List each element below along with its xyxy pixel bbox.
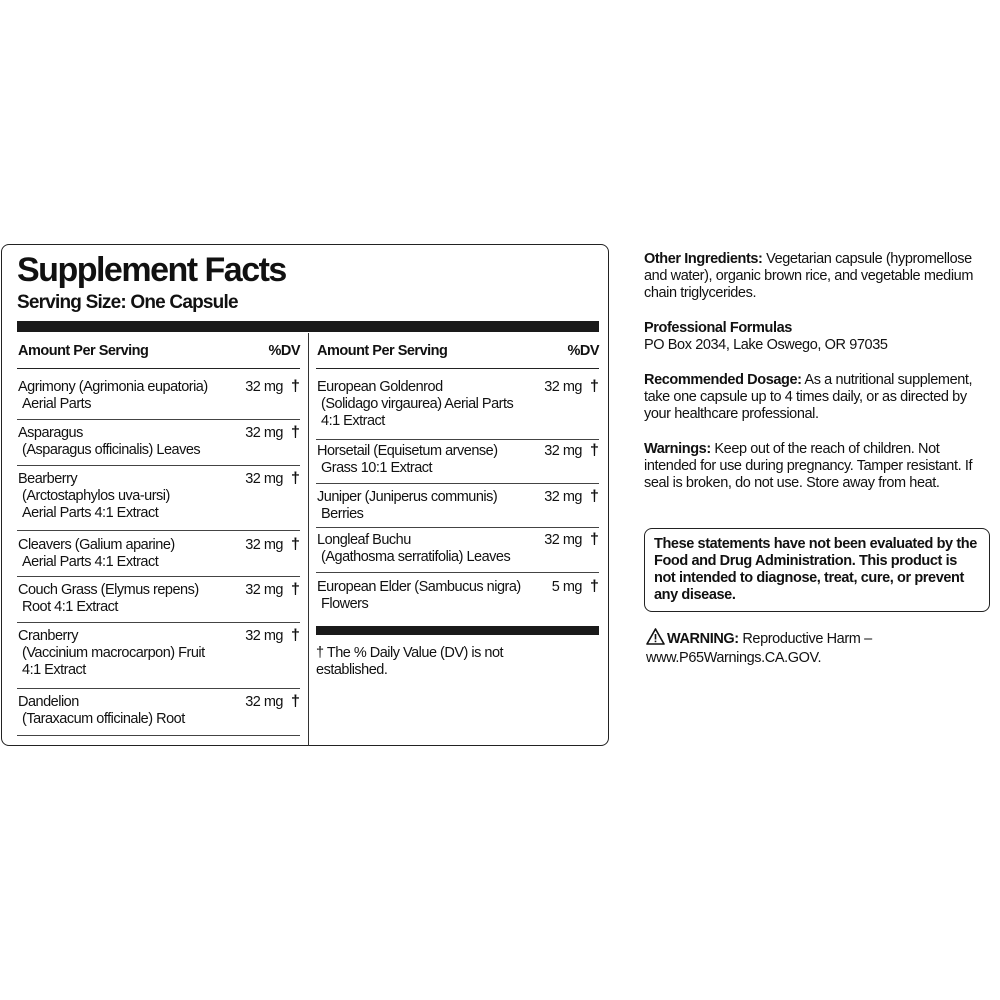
ingredient-name: [18, 628, 205, 679]
fda-disclaimer-box: These statements have not been evaluated by the Food and Drug Administration. This product is not intended to diagnose, treat, cure, or prevent any disease.: [644, 528, 990, 612]
ingredient-name-line-1: Cranberry: [18, 628, 78, 644]
ingredient-name-line-1: Cleavers (Galium aparine): [18, 537, 175, 553]
right-column-header: [317, 342, 599, 360]
dv-dagger: †: [291, 536, 300, 553]
p65-text: Reproductive Harm – www.P65Warnings.CA.GOV.: [646, 631, 872, 666]
ingredient-name-line-1: Agrimony (Agrimonia eupatoria): [18, 379, 208, 395]
ingredient-name-line-3: 4:1 Extract: [22, 662, 86, 678]
company-name: Professional Formulas: [644, 320, 792, 336]
ingredient-name: [18, 471, 170, 522]
ingredient-name: [18, 537, 175, 571]
row-divider: [17, 419, 300, 420]
ingredient-name-line-1: Juniper (Juniperus communis): [317, 489, 498, 505]
ingredient-amount: 32 mg: [544, 443, 582, 459]
ingredient-name-line-1: Bearberry: [18, 471, 78, 487]
ingredient-amount: 5 mg: [551, 579, 582, 595]
ingredient-name-line-1: Dandelion: [18, 694, 79, 710]
row-divider: [316, 483, 599, 484]
company-info: [644, 320, 989, 354]
ingredient-name-line-1: Horsetail (Equisetum arvense): [317, 443, 498, 459]
warnings: [644, 441, 989, 492]
header-rule-right: [316, 368, 599, 369]
ingredient-name-line-3: 4:1 Extract: [321, 413, 385, 429]
panel-title: Supplement Facts: [17, 251, 286, 289]
dosage-label: Recommended Dosage:: [644, 372, 802, 388]
ingredient-name-line-1: Longleaf Buchu: [317, 532, 411, 548]
ingredient-name-line-2: (Agathosma serratifolia) Leaves: [321, 549, 511, 565]
ingredient-name-line-2: (Vaccinium macrocarpon) Fruit: [22, 645, 205, 661]
ingredient-name: [317, 579, 521, 613]
ingredient-name-line-1: European Elder (Sambucus nigra): [317, 579, 521, 595]
dv-dagger: †: [590, 442, 599, 459]
dv-dagger: †: [291, 378, 300, 395]
dv-dagger: †: [291, 424, 300, 441]
ingredient-name-line-1: European Goldenrod: [317, 379, 443, 395]
ingredient-amount: 32 mg: [245, 537, 283, 553]
left-column-header: [18, 342, 300, 360]
ingredient-name-line-2: Root 4:1 Extract: [22, 599, 118, 615]
ingredient-amount: 32 mg: [245, 425, 283, 441]
ingredient-name-line-3: Aerial Parts 4:1 Extract: [22, 505, 159, 521]
p65-label: WARNING:: [667, 631, 739, 647]
row-divider: [17, 688, 300, 689]
header-rule-left: [17, 368, 300, 369]
row-divider: [316, 439, 599, 440]
dv-dagger: †: [291, 627, 300, 644]
ingredient-name-line-2: Aerial Parts: [22, 396, 91, 412]
warnings-text: Keep out of the reach of children. Not intended for use during pregnancy. Tamper resistant. If seal is broken, do not use. Store away from heat.: [644, 441, 973, 491]
ingredient-name: [317, 532, 510, 566]
ingredient-amount: 32 mg: [245, 694, 283, 710]
column-divider: [308, 333, 309, 746]
ingredient-name-line-1: Couch Grass (Elymus repens): [18, 582, 199, 598]
ingredient-amount: 32 mg: [544, 532, 582, 548]
ingredient-name: [18, 425, 200, 459]
ingredient-name-line-2: Berries: [321, 506, 364, 522]
other-ingredients-text: Vegetarian capsule (hypromellose and water), organic brown rice, and vegetable medium chain triglycerides.: [644, 251, 973, 301]
dosage-text: As a nutritional supplement, take one capsule up to 4 times daily, or as directed by your healthcare professional.: [644, 372, 973, 422]
row-divider: [316, 572, 599, 573]
amount-per-serving-header: Amount Per Serving: [18, 343, 149, 359]
dv-dagger: †: [590, 488, 599, 505]
dv-footnote: † The % Daily Value (DV) is not established.: [316, 645, 504, 678]
other-ingredients-label: Other Ingredients:: [644, 251, 763, 267]
dv-dagger: †: [590, 378, 599, 395]
ingredient-amount: 32 mg: [245, 582, 283, 598]
top-thick-bar: [17, 321, 599, 332]
row-divider: [17, 735, 300, 736]
amount-per-serving-header: Amount Per Serving: [317, 343, 448, 359]
ingredient-amount: 32 mg: [544, 379, 582, 395]
ingredient-name: [317, 443, 498, 477]
company-address: PO Box 2034, Lake Oswego, OR 97035: [644, 337, 888, 353]
ingredient-name: [18, 379, 208, 413]
warnings-label: Warnings:: [644, 441, 711, 457]
ingredient-name-line-1: Asparagus: [18, 425, 83, 441]
row-divider: [17, 622, 300, 623]
row-divider: [316, 527, 599, 528]
ingredient-amount: 32 mg: [245, 471, 283, 487]
bottom-thick-bar: [316, 626, 599, 635]
ingredient-name: [18, 582, 199, 616]
dv-dagger: †: [291, 581, 300, 598]
dv-dagger: †: [590, 578, 599, 595]
row-divider: [17, 530, 300, 531]
ingredient-name: [18, 694, 185, 728]
ingredient-amount: 32 mg: [544, 489, 582, 505]
ingredient-name-line-2: (Asparagus officinalis) Leaves: [22, 442, 201, 458]
other-ingredients: [644, 251, 989, 302]
dv-header: %DV: [567, 343, 599, 359]
row-divider: [17, 576, 300, 577]
dv-dagger: †: [291, 470, 300, 487]
ingredient-name: [317, 489, 497, 523]
prop65-warning: [646, 628, 991, 667]
ingredient-name-line-2: (Arctostaphylos uva-ursi): [22, 488, 170, 504]
dv-header: %DV: [268, 343, 300, 359]
ingredient-name-line-2: Aerial Parts 4:1 Extract: [22, 554, 159, 570]
ingredient-name: [317, 379, 513, 430]
ingredient-name-line-2: Grass 10:1 Extract: [321, 460, 433, 476]
row-divider: [17, 465, 300, 466]
ingredient-amount: 32 mg: [245, 628, 283, 644]
recommended-dosage: [644, 372, 989, 423]
ingredient-name-line-2: Flowers: [321, 596, 369, 612]
ingredient-name-line-2: (Solidago virgaurea) Aerial Parts: [321, 396, 514, 412]
ingredient-amount: 32 mg: [245, 379, 283, 395]
ingredient-name-line-2: (Taraxacum officinale) Root: [22, 711, 185, 727]
serving-size: Serving Size: One Capsule: [17, 292, 238, 313]
dv-dagger: †: [291, 693, 300, 710]
warning-triangle-icon: [646, 628, 665, 650]
dv-dagger: †: [590, 531, 599, 548]
